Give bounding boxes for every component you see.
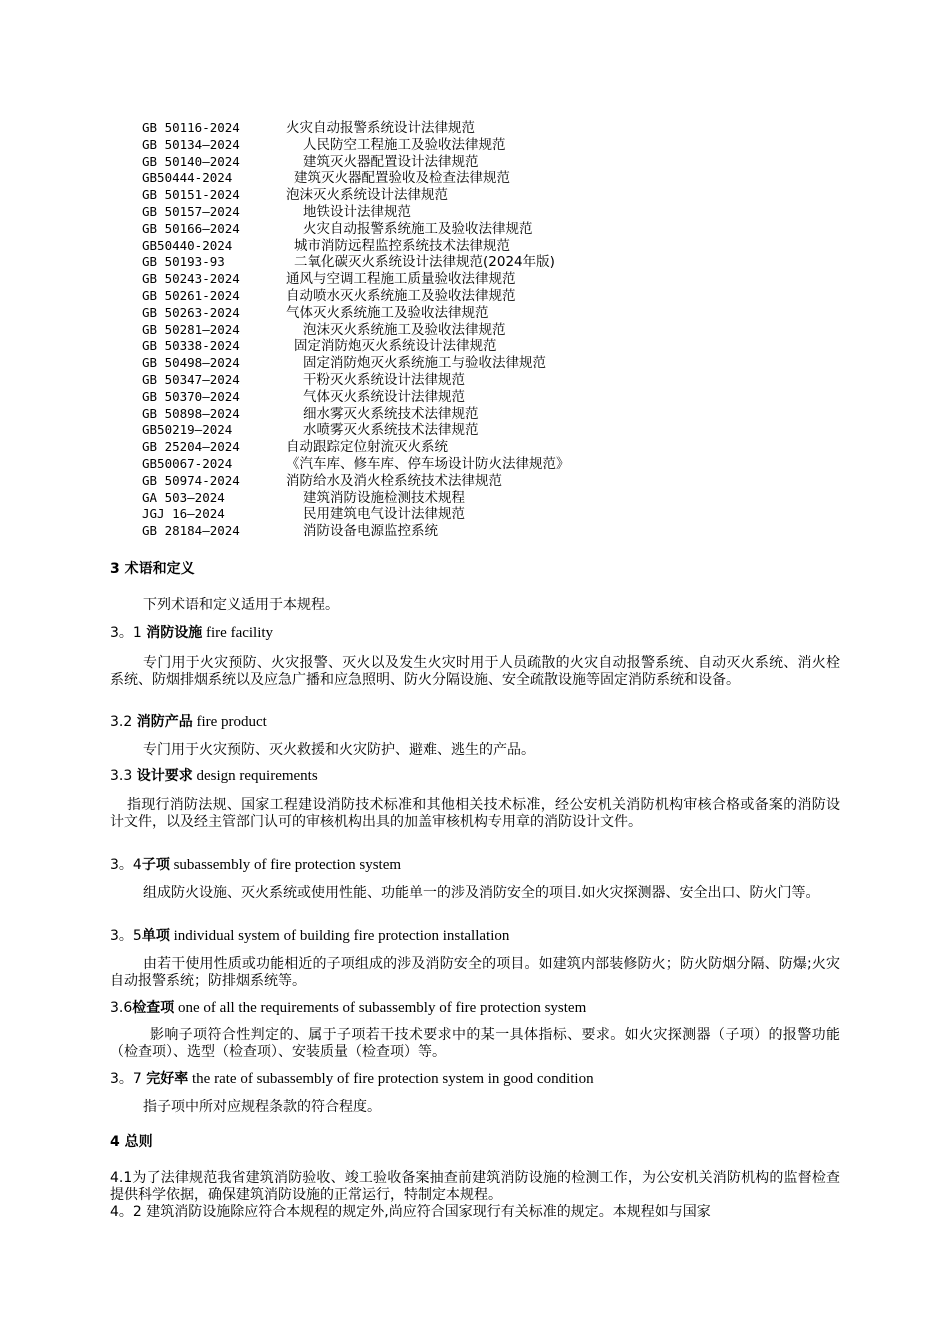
standard-name: 建筑灭火器配置设计法律规范 bbox=[303, 153, 479, 170]
term-title-zh: 完好率 bbox=[146, 1071, 189, 1087]
term-definition: 影响子项符合性判定的、属于子项若干技术要求中的某一具体指标、要求。如火灾探测器（子项）的报警功能（检查项）、选型（检查项）、安装质量（检查项）等。 bbox=[110, 1027, 840, 1060]
standard-name: 城市消防远程监控系统技术法律规范 bbox=[294, 237, 510, 254]
standard-name: 通风与空调工程施工质量验收法律规范 bbox=[286, 271, 516, 288]
standard-code: GB 50261-2024 bbox=[142, 287, 240, 303]
standard-code: GB 50370—2024 bbox=[142, 388, 240, 404]
standard-name: 泡沫灭火系统设计法律规范 bbox=[286, 187, 448, 204]
term-heading bbox=[110, 768, 840, 785]
term-number: 3。1 bbox=[110, 625, 147, 641]
term-title-en: the rate of subassembly of fire protection system in good condition bbox=[188, 1071, 594, 1087]
standard-code: GA 503—2024 bbox=[142, 489, 225, 505]
standard-code: GB 50498—2024 bbox=[142, 355, 240, 371]
standard-code: GB 50347—2024 bbox=[142, 371, 240, 387]
term-title-en: subassembly of fire protection system bbox=[169, 857, 402, 873]
term-title-zh: 消防产品 bbox=[136, 714, 193, 730]
term-definition: 指子项中所对应规程条款的符合程度。 bbox=[143, 1099, 381, 1115]
term-title-en: design requirements bbox=[192, 768, 318, 784]
standard-name: 消防给水及消火栓系统技术法律规范 bbox=[286, 472, 502, 489]
term-title-zh: 设计要求 bbox=[136, 768, 193, 784]
term-definition: 专门用于火灾预防、灭火救援和火灾防护、避难、逃生的产品。 bbox=[143, 742, 535, 758]
term-heading bbox=[110, 625, 840, 642]
standard-row bbox=[142, 422, 842, 439]
standards-list bbox=[142, 120, 842, 540]
standard-row bbox=[142, 406, 842, 423]
standard-row bbox=[142, 456, 842, 473]
term-heading bbox=[110, 928, 840, 945]
standard-row bbox=[142, 137, 842, 154]
term-title-zh: 单项 bbox=[141, 928, 170, 944]
section-4-paragraph-2: 4。2 建筑消防设施除应符合本规程的规定外,尚应符合国家现行有关标准的规定。本规程如与国家 bbox=[110, 1204, 711, 1220]
standard-row bbox=[142, 305, 842, 322]
term-definition: 专门用于火灾预防、火灾报警、灭火以及发生火灾时用于人员疏散的火灾自动报警系统、自动灭火系统、消火栓系统、防烟排烟系统以及应急广播和应急照明、防火分隔设施、安全疏散设施等固定消防系统和设备。 bbox=[110, 655, 840, 688]
term-title-zh: 检查项 bbox=[132, 1000, 175, 1016]
section-3-intro: 下列术语和定义适用于本规程。 bbox=[143, 597, 339, 613]
standard-name: 火灾自动报警系统设计法律规范 bbox=[286, 120, 475, 136]
standard-code: JGJ 16—2024 bbox=[142, 506, 225, 522]
standard-name: 气体灭火系统施工及验收法律规范 bbox=[286, 304, 489, 321]
term-heading bbox=[110, 1000, 840, 1017]
standard-row bbox=[142, 355, 842, 372]
term-definition: 组成防火设施、灭火系统或使用性能、功能单一的涉及消防安全的项目.如火灾探测器、安全出口、防火门等。 bbox=[143, 885, 820, 901]
standard-row bbox=[142, 170, 842, 187]
standard-name: 消防设备电源监控系统 bbox=[303, 523, 438, 540]
standard-code: GB 50134—2024 bbox=[142, 136, 240, 152]
term-title-en: individual system of building fire protection installation bbox=[169, 928, 510, 944]
section-4-paragraph-1: 4.1为了法律规范我省建筑消防验收、竣工验收备案抽查前建筑消防设施的检测工作，为公安机关消防机构的监督检查提供科学依据，确保建筑消防设施的正常运行，特制定本规程。 bbox=[110, 1170, 840, 1203]
term-heading bbox=[110, 1071, 840, 1088]
standard-row bbox=[142, 473, 842, 490]
standard-row bbox=[142, 221, 842, 238]
term-number: 3。5 bbox=[110, 928, 142, 944]
standard-row bbox=[142, 238, 842, 255]
standard-code: GB 50281—2024 bbox=[142, 321, 240, 337]
standard-row bbox=[142, 322, 842, 339]
standard-code: GB 50157—2024 bbox=[142, 203, 240, 219]
standard-name: 自动跟踪定位射流灭火系统 bbox=[286, 439, 448, 456]
standard-code: GB 50151-2024 bbox=[142, 187, 240, 203]
term-number: 3。7 bbox=[110, 1071, 147, 1087]
standard-name: 地铁设计法律规范 bbox=[303, 203, 411, 220]
standard-name: 民用建筑电气设计法律规范 bbox=[303, 506, 465, 523]
standard-row bbox=[142, 187, 842, 204]
term-title-en: fire facility bbox=[202, 625, 274, 641]
term-number: 3.2 bbox=[110, 714, 137, 730]
standard-name: 建筑消防设施检测技术规程 bbox=[303, 489, 465, 506]
standard-name: 干粉灭火系统设计法律规范 bbox=[303, 371, 465, 388]
standard-row bbox=[142, 490, 842, 507]
standard-name: 人民防空工程施工及验收法律规范 bbox=[303, 136, 506, 153]
term-number: 3。4 bbox=[110, 857, 142, 873]
standard-code: GB 50243-2024 bbox=[142, 271, 240, 287]
standard-row bbox=[142, 523, 842, 540]
standard-name: 《汽车库、修车库、停车场设计防火法律规范》 bbox=[286, 455, 570, 472]
standard-code: GB 50116-2024 bbox=[142, 120, 240, 135]
standard-name: 自动喷水灭火系统施工及验收法律规范 bbox=[286, 287, 516, 304]
standard-code: GB 28184—2024 bbox=[142, 523, 240, 539]
standard-name: 固定消防炮灭火系统施工与验收法律规范 bbox=[303, 355, 546, 372]
standard-name: 建筑灭火器配置验收及检查法律规范 bbox=[294, 170, 510, 187]
standard-code: GB50440-2024 bbox=[142, 237, 233, 253]
standard-name: 火灾自动报警系统施工及验收法律规范 bbox=[303, 220, 533, 237]
standard-name: 泡沫灭火系统施工及验收法律规范 bbox=[303, 321, 506, 338]
standard-code: GB 50140—2024 bbox=[142, 153, 240, 169]
standard-code: GB 50263-2024 bbox=[142, 304, 240, 320]
standard-row bbox=[142, 439, 842, 456]
standard-row bbox=[142, 506, 842, 523]
standard-code: GB50219—2024 bbox=[142, 422, 233, 438]
standard-row bbox=[142, 204, 842, 221]
standard-code: GB 25204—2024 bbox=[142, 439, 240, 455]
section-heading-3: 3 术语和定义 bbox=[110, 561, 195, 577]
term-definition: 由若干使用性质或功能相近的子项组成的涉及消防安全的项目。如建筑内部装修防火；防火防烟分隔、防爆;火灾自动报警系统；防排烟系统等。 bbox=[110, 956, 840, 989]
standard-code: GB 50974-2024 bbox=[142, 472, 240, 488]
standard-name: 气体灭火系统设计法律规范 bbox=[303, 388, 465, 405]
standard-row bbox=[142, 271, 842, 288]
standard-name: 二氧化碳灭火系统设计法律规范(2024年版) bbox=[294, 254, 555, 271]
term-heading bbox=[110, 857, 840, 874]
term-title-en: fire product bbox=[192, 714, 267, 730]
standard-row bbox=[142, 154, 842, 171]
standard-code: GB 50338-2024 bbox=[142, 338, 240, 354]
standard-row bbox=[142, 389, 842, 406]
standard-row bbox=[142, 338, 842, 355]
term-number: 3.3 bbox=[110, 768, 137, 784]
term-title-zh: 消防设施 bbox=[146, 625, 203, 641]
standard-name: 细水雾灭火系统技术法律规范 bbox=[303, 405, 479, 422]
standard-code: GB50067-2024 bbox=[142, 455, 233, 471]
standard-code: GB50444-2024 bbox=[142, 170, 233, 186]
standard-code: GB 50193-93 bbox=[142, 254, 225, 270]
standard-code: GB 50898—2024 bbox=[142, 405, 240, 421]
standard-row bbox=[142, 254, 842, 271]
term-title-en: one of all the requirements of subassembly of fire protection system bbox=[174, 1000, 587, 1016]
standard-row bbox=[142, 120, 842, 137]
term-title-zh: 子项 bbox=[141, 857, 170, 873]
term-heading bbox=[110, 714, 840, 731]
section-heading-4: 4 总则 bbox=[110, 1134, 153, 1150]
term-definition: 指现行消防法规、国家工程建设消防技术标准和其他相关技术标准，经公安机关消防机构审核合格或备案的消防设计文件，以及经主管部门认可的审核机构出具的加盖审核机构专用章的消防设计文件。 bbox=[110, 797, 840, 830]
standard-row bbox=[142, 372, 842, 389]
standard-name: 水喷雾灭火系统技术法律规范 bbox=[303, 422, 479, 439]
standard-name: 固定消防炮灭火系统设计法律规范 bbox=[294, 338, 497, 355]
term-number: 3.6 bbox=[110, 1000, 133, 1016]
standard-code: GB 50166—2024 bbox=[142, 220, 240, 236]
standard-row bbox=[142, 288, 842, 305]
